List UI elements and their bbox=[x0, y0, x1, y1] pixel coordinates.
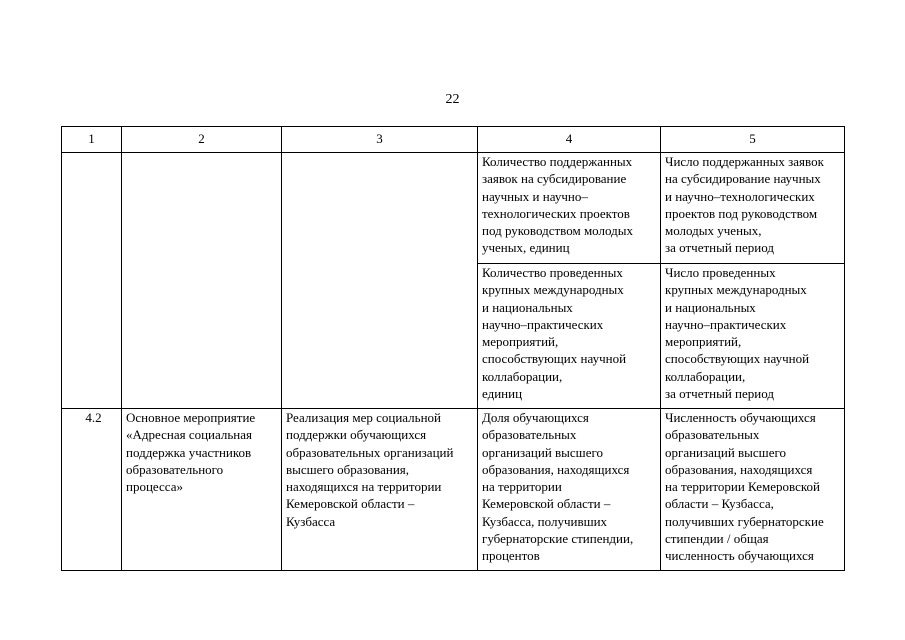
indicators-table bbox=[61, 126, 845, 571]
cell-text-line: Основное мероприятие bbox=[126, 410, 256, 425]
cell-text-line: процентов bbox=[482, 548, 540, 564]
cell-text-line: и научно–технологических bbox=[665, 188, 815, 204]
header-col-4: 4 bbox=[478, 127, 661, 153]
page-number: 22 bbox=[445, 92, 460, 107]
cell-text-line: коллаборации, bbox=[482, 368, 563, 384]
header-col-5: 5 bbox=[661, 127, 845, 153]
cell-text-line: процесса» bbox=[126, 479, 183, 495]
cell-text-line: крупных международных bbox=[665, 282, 807, 298]
cell-text-line: мероприятий, bbox=[665, 334, 742, 350]
cell-text-line: на территории Кемеровской bbox=[665, 479, 820, 495]
indicator-name-cell bbox=[478, 153, 661, 264]
cell-text-line: под руководством молодых bbox=[482, 223, 633, 239]
cell-text-line: получивших губернаторские bbox=[665, 513, 824, 529]
cell-text-line: и национальных bbox=[665, 299, 756, 315]
cell-text-line: научно–практических bbox=[482, 316, 604, 332]
cell-text-line: образовательных bbox=[665, 427, 760, 443]
cell-text-line: находящихся на территории bbox=[286, 479, 442, 495]
cell-text-line: поддержка участников bbox=[126, 444, 252, 460]
cell-text-line: Численность обучающихся bbox=[665, 410, 816, 425]
cell-text-line: численность обучающихся bbox=[665, 548, 814, 564]
cell-text-line: и национальных bbox=[482, 299, 573, 315]
cell-text-line: организаций высшего bbox=[665, 444, 786, 460]
cell-text-line: научно–практических bbox=[665, 316, 787, 332]
cell-text-line: ученых, единиц bbox=[482, 240, 570, 256]
cell-text-line: Число проведенных bbox=[665, 265, 776, 280]
cell-text-line: на территории bbox=[482, 479, 562, 495]
cell-text-line: на субсидирование научных bbox=[665, 171, 821, 187]
cell-text-line: научных и научно– bbox=[482, 188, 588, 204]
row-number-cell: 4.2 bbox=[62, 409, 122, 571]
cell-text-line: способствующих научной bbox=[665, 351, 810, 367]
cell-text-line: стипендии / общая bbox=[665, 531, 769, 547]
cell-text-line: мероприятий, bbox=[482, 334, 559, 350]
cell-text-line: высшего образования, bbox=[286, 461, 410, 477]
cell-text-line: Кемеровской области – bbox=[482, 496, 611, 512]
cell-text-line: Число поддержанных заявок bbox=[665, 154, 824, 169]
cell-text-line: образования, находящихся bbox=[482, 461, 630, 477]
cell-text-line: заявок на субсидирование bbox=[482, 171, 627, 187]
cell-text-line: молодых ученых, bbox=[665, 223, 762, 239]
cell-text-line: за отчетный период bbox=[665, 386, 774, 402]
cell-text-line: за отчетный период bbox=[665, 240, 774, 256]
cell-text-line: губернаторские стипендии, bbox=[482, 531, 634, 547]
indicator-formula-cell bbox=[661, 264, 845, 409]
cell-text-line: Количество проведенных bbox=[482, 265, 623, 280]
cell-text-line: Кемеровской области – bbox=[286, 496, 415, 512]
cell-text-line: способствующих научной bbox=[482, 351, 627, 367]
activity-description-cell bbox=[282, 409, 478, 571]
cell-text-line: коллаборации, bbox=[665, 368, 746, 384]
table-row bbox=[62, 409, 845, 571]
header-col-1: 1 bbox=[62, 127, 122, 153]
cell-text-line: «Адресная социальная bbox=[126, 427, 253, 443]
header-col-3: 3 bbox=[282, 127, 478, 153]
cell-text-line: проектов под руководством bbox=[665, 205, 818, 221]
cell-text-line: организаций высшего bbox=[482, 444, 603, 460]
cell-text-line: Реализация мер социальной bbox=[286, 410, 442, 425]
cell-text-line: образовательных bbox=[482, 427, 577, 443]
cell-text-line: Кузбасса, получивших bbox=[482, 513, 608, 529]
empty-cell-col-1 bbox=[62, 153, 122, 409]
empty-cell-col-2 bbox=[122, 153, 282, 409]
indicator-formula-cell bbox=[661, 409, 845, 571]
cell-text-line: Доля обучающихся bbox=[482, 410, 589, 425]
cell-text-line: образовательных организаций bbox=[286, 444, 454, 460]
cell-text-line: образования, находящихся bbox=[665, 461, 813, 477]
indicator-name-cell bbox=[478, 264, 661, 409]
activity-name-cell bbox=[122, 409, 282, 571]
cell-text-line: области – Кузбасса, bbox=[665, 496, 774, 512]
cell-text-line: поддержки обучающихся bbox=[286, 427, 427, 443]
header-row bbox=[62, 127, 845, 153]
cell-text-line: крупных международных bbox=[482, 282, 624, 298]
cell-text-line: Кузбасса bbox=[286, 513, 336, 529]
cell-text-line: образовательного bbox=[126, 461, 224, 477]
cell-text-line: Количество поддержанных bbox=[482, 154, 633, 169]
cell-text-line: единиц bbox=[482, 386, 523, 402]
indicator-name-cell bbox=[478, 409, 661, 571]
header-col-2: 2 bbox=[122, 127, 282, 153]
indicator-formula-cell bbox=[661, 153, 845, 264]
empty-cell-col-3 bbox=[282, 153, 478, 409]
cell-text-line: технологических проектов bbox=[482, 205, 630, 221]
table-row bbox=[62, 153, 845, 264]
